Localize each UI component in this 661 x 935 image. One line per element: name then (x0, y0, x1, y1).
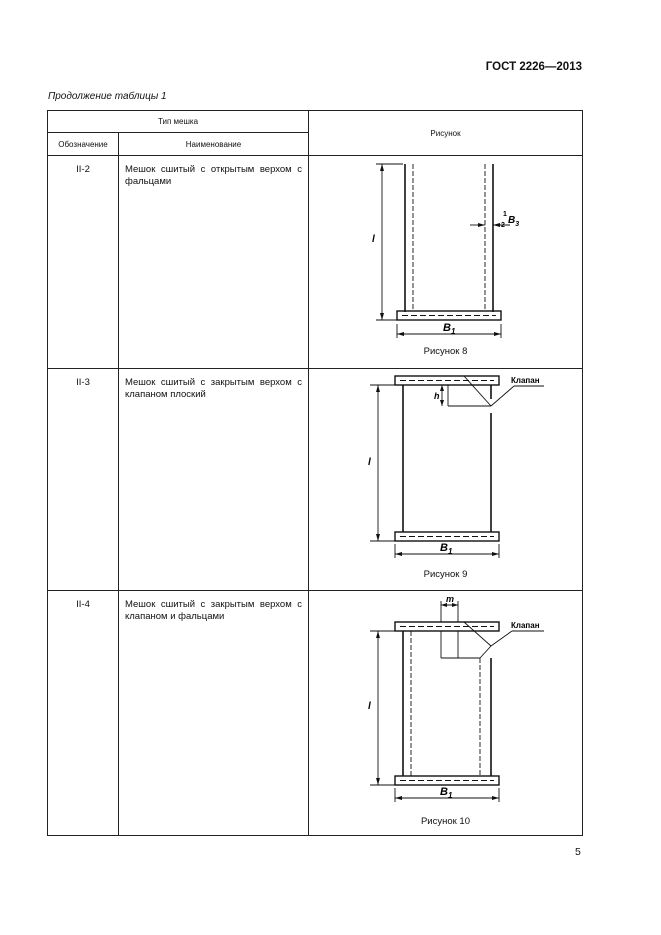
dimension-m-label: m (445, 594, 454, 604)
fraction-denominator: 2 (500, 222, 505, 229)
figure-cell (309, 369, 583, 591)
dimension-l-label: l (367, 701, 371, 712)
row-name: Мешок сшитый с открытым верхом с фальцами (119, 156, 309, 369)
dimension-h-label: h (433, 391, 439, 401)
dimension-b1-label: $B_1$ (439, 786, 452, 800)
figure-cell (309, 591, 583, 836)
table-continuation-label: Продолжение таблицы 1 (48, 91, 167, 102)
header-figure: Рисунок (309, 111, 583, 156)
dimension-b1-label: $B_1$ (442, 322, 455, 336)
figure-8-drawing (310, 156, 582, 346)
figure-caption: Рисунок 8 (423, 346, 468, 357)
table-row (48, 369, 583, 591)
row-code: II-2 (48, 156, 119, 369)
dimension-l-label: l (371, 234, 375, 245)
row-name: Мешок сшитый с закрытым верхом с клапаном плоский (119, 369, 309, 591)
table-row (48, 156, 583, 369)
valve-label: Клапан (510, 376, 540, 385)
valve-label: Клапан (510, 621, 540, 630)
figure-caption: Рисунок 10 (420, 816, 471, 827)
figure-caption: Рисунок 9 (423, 569, 468, 580)
header-name: Наименование (119, 133, 309, 156)
figure-cell (309, 156, 583, 369)
page-number: 5 (575, 846, 581, 858)
dimension-l-label: l (367, 457, 371, 468)
dimension-b1-label: $B_1$ (439, 542, 452, 556)
fraction-numerator: 1 (502, 211, 507, 218)
figure-10-drawing (310, 591, 582, 816)
dimension-b3-label: $B_3$ (507, 215, 519, 228)
header-bag-type: Тип мешка (48, 111, 309, 133)
figure-9-drawing (310, 369, 582, 569)
standard-number: ГОСТ 2226—2013 (485, 61, 582, 73)
bag-types-table (47, 110, 583, 836)
row-code: II-3 (48, 369, 119, 591)
table-row (48, 591, 583, 836)
row-name: Мешок сшитый с закрытым верхом с клапаном и фальцами (119, 591, 309, 836)
header-code: Обозначение (48, 133, 119, 156)
row-code: II-4 (48, 591, 119, 836)
